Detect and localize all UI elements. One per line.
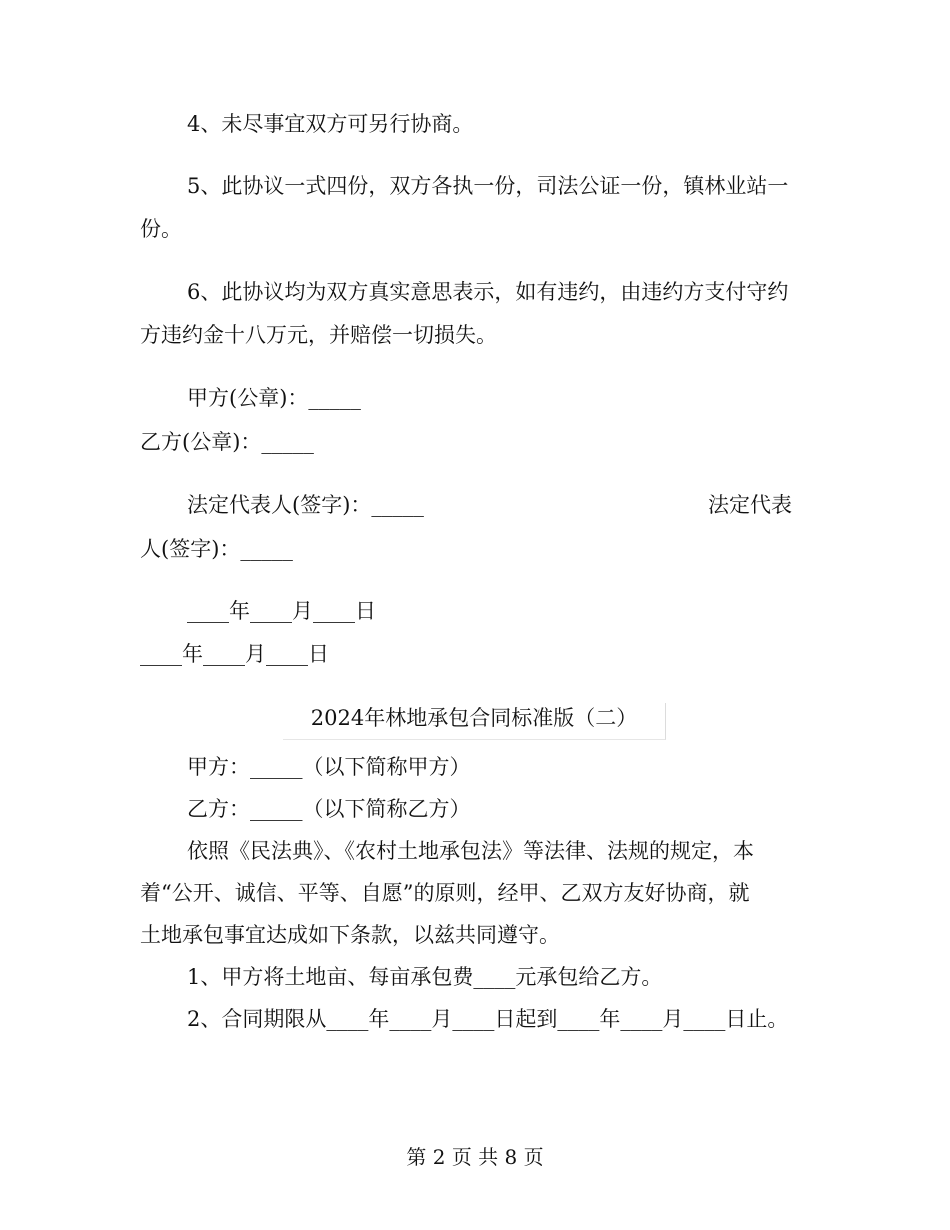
page-number: 第 2 页 共 8 页 — [406, 1145, 544, 1169]
date-line-b: ____年____月____日 — [140, 642, 329, 666]
clause-4: 4、未尽事宜双方可另行协商。 — [187, 112, 474, 136]
clause-5-line-1: 5、此协议一式四份，双方各执一份，司法公证一份，镇林业站一 — [187, 174, 789, 198]
intro-line-1: 依照《民法典》、《农村土地承包法》等法律、法规的规定，本 — [187, 839, 754, 863]
clause-6-line-2: 方违约金十八万元，并赔偿一切损失。 — [140, 323, 497, 347]
party-b-line: 乙方：_____（以下简称乙方） — [187, 797, 471, 821]
legal-rep-a-signature-line: 法定代表人(签字)：_____ — [187, 493, 424, 517]
legal-rep-b-label-part-2: 人(签字)：_____ — [140, 537, 293, 561]
clause-5-line-2: 份。 — [140, 217, 182, 241]
clause-2: 2、合同期限从____年____月____日起到____年____月____日止。 — [187, 1007, 789, 1031]
party-a-seal-line: 甲方(公章)：_____ — [187, 386, 361, 410]
party-a-line: 甲方：_____（以下简称甲方） — [187, 755, 471, 779]
date-line-a: ____年____月____日 — [187, 599, 376, 623]
intro-line-3: 土地承包事宜达成如下条款，以兹共同遵守。 — [140, 923, 560, 947]
clause-1: 1、甲方将土地亩、每亩承包费____元承包给乙方。 — [187, 965, 663, 989]
clause-6-line-1: 6、此协议均为双方真实意思表示，如有违约，由违约方支付守约 — [187, 280, 789, 304]
contract-title: 2024年林地承包合同标准版（二） — [283, 703, 666, 740]
legal-rep-b-label-part-1: 法定代表 — [708, 493, 792, 517]
party-b-seal-line: 乙方(公章)：_____ — [140, 430, 314, 454]
intro-line-2: 着“公开、诚信、平等、自愿”的原则，经甲、乙双方友好协商，就 — [140, 881, 750, 905]
